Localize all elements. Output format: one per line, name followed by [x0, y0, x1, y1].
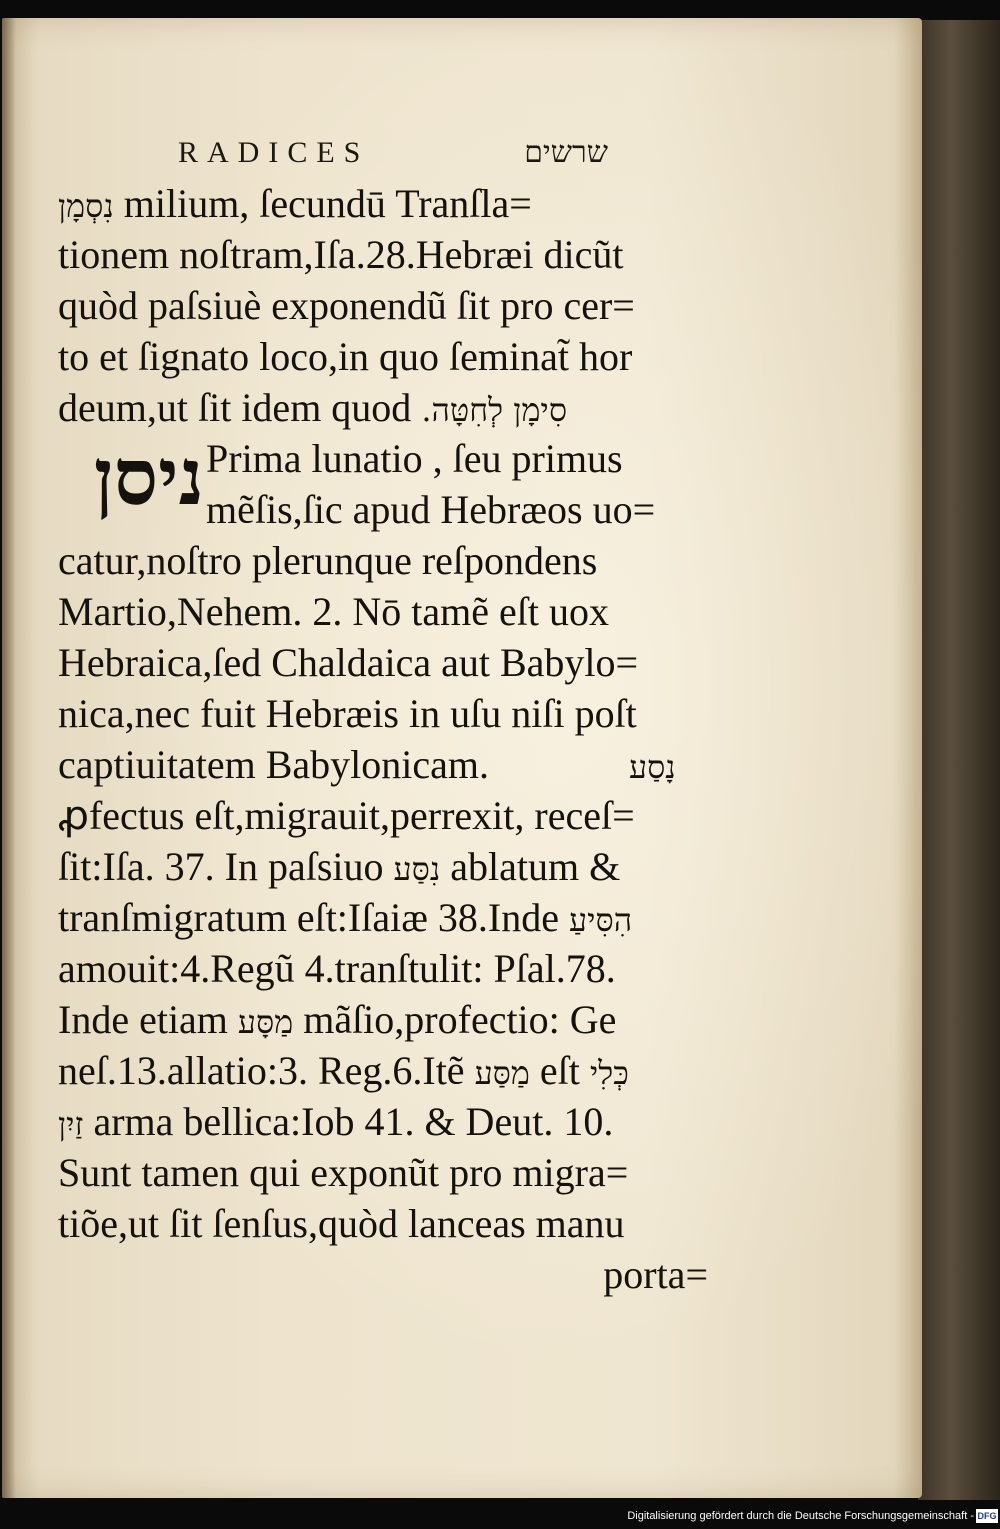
hebrew-word: סִימָן לְחִטָּה. [421, 391, 568, 429]
adjacent-page-edge [918, 20, 1000, 1500]
text-line-14 [58, 841, 718, 892]
text-line-15 [58, 892, 718, 943]
text-line-10 [58, 637, 718, 688]
text-line-20 [58, 1147, 718, 1198]
page-text [58, 178, 718, 1300]
hebrew-word: נָסַע [628, 748, 676, 786]
text-line-6 [58, 433, 718, 484]
text-line-8 [58, 535, 718, 586]
text-line-17 [58, 994, 718, 1045]
text-line-9 [58, 586, 718, 637]
latin-text: Inde etiam [58, 997, 228, 1042]
latin-text: Hebraica,ſed Chaldaica aut Babylo= [58, 640, 639, 685]
hebrew-word: מַסָּע [237, 1003, 294, 1041]
hebrew-word: נִסַּע [393, 850, 441, 888]
latin-text: ablatum & [450, 844, 621, 889]
latin-text: Sunt tamen qui exponũt pro migra= [58, 1150, 629, 1195]
catchword: porta= [603, 1252, 708, 1297]
hebrew-word: כְּלִי [589, 1054, 629, 1092]
latin-text: catur,noſtro plerunque reſpondens [58, 538, 598, 583]
latin-text: tranſmigratum eſt:Iſaiæ 38.Inde [58, 895, 559, 940]
text-line-11 [58, 688, 718, 739]
latin-text: tiõe,ut ſit ſenſus,quòd lanceas manu [58, 1201, 625, 1246]
hebrew-word: מַסַּע [474, 1054, 530, 1092]
hebrew-drop-cap: ניסן [93, 432, 204, 523]
hebrew-word: הִסִּיעַ [568, 901, 633, 939]
text-line-12 [58, 739, 718, 790]
latin-text: milium, ſecundū Tranſla= [123, 181, 532, 226]
text-line-7 [58, 484, 718, 535]
latin-text: Prima lunatio , ſeu primus [206, 436, 623, 481]
latin-text: ſit:Iſa. 37. In paſsiuo [58, 844, 384, 889]
digitization-credit: Digitalisierung gefördert durch die Deutsche Forschungsgemeinschaft - [627, 1505, 974, 1527]
latin-text: quòd paſsiuè exponendũ ſit pro cer= [58, 283, 635, 328]
running-title-hebrew: שרשים [524, 136, 608, 169]
latin-text: Martio,Nehem. 2. Nō tamẽ eſt uox [58, 589, 609, 634]
latin-text: captiuitatem Babylonicam. [58, 742, 489, 787]
latin-text: mãſio,profectio: Ge [303, 997, 617, 1042]
text-line-4 [58, 331, 718, 382]
text-line-18 [58, 1045, 718, 1096]
latin-text: nica,nec fuit Hebræis in uſu niſi poſt [58, 691, 637, 736]
text-line-21 [58, 1198, 718, 1249]
latin-text: deum,ut ſit idem quod [58, 385, 412, 430]
latin-text: arma bellica:Iob 41. & Deut. 10. [93, 1099, 614, 1144]
hebrew-word: נִסְמָן [58, 187, 114, 225]
spine-shadow [2, 18, 16, 1498]
text-line-2 [58, 229, 718, 280]
text-line-19 [58, 1096, 718, 1147]
hebrew-word: זַיִן [58, 1105, 84, 1143]
running-title: RADICES [178, 136, 370, 169]
text-line-5 [58, 382, 718, 433]
latin-text: amouit:4.Regũ 4.tranſtulit: Pſal.78. [58, 946, 616, 991]
text-line-3 [58, 280, 718, 331]
latin-text: eſt [539, 1048, 580, 1093]
latin-text: tionem noſtram,Iſa.28.Hebræi dicũt [58, 232, 624, 277]
dfg-logo: DFG [977, 1511, 997, 1521]
text-line-13 [58, 790, 718, 841]
latin-text: mẽſis,ſic apud Hebræos uo= [206, 487, 656, 532]
text-line-16 [58, 943, 718, 994]
latin-text: to et ſignato loco,in quo ſeminat̃ hor [58, 334, 633, 379]
latin-text: ꝓfectus eſt,migrauit,perrexit, receſ= [58, 793, 635, 838]
latin-text: neſ.13.allatio:3. Reg.6.Itẽ [58, 1048, 465, 1093]
text-line-1 [58, 178, 718, 229]
